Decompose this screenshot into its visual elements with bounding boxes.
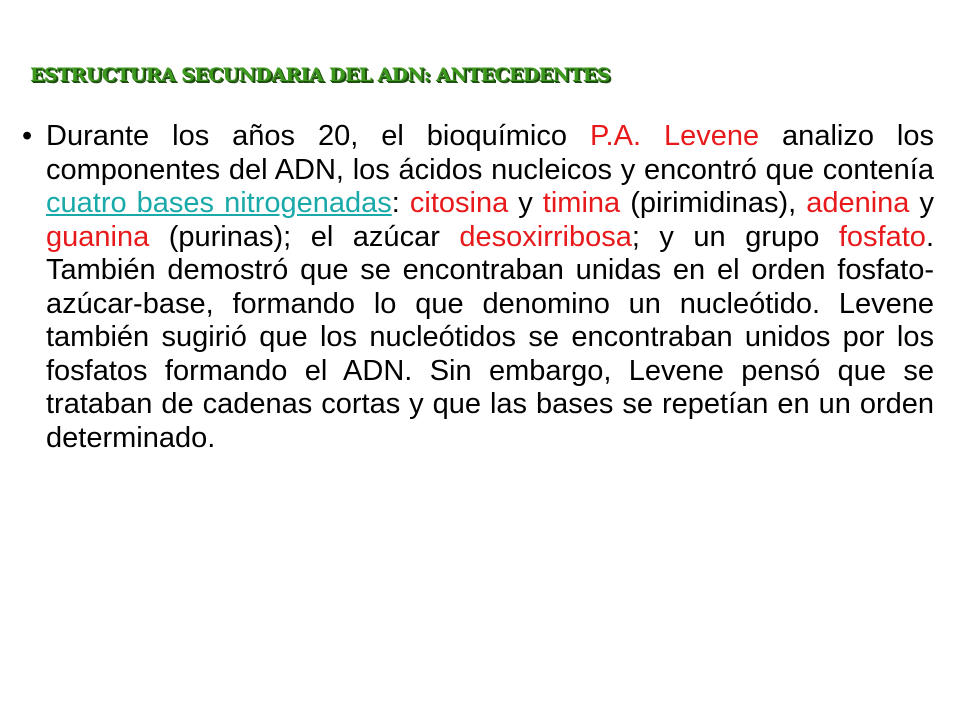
text-segment: y — [508, 187, 543, 219]
term-guanina: guanina — [46, 220, 150, 253]
bullet-item — [22, 120, 934, 455]
slide-content — [22, 120, 934, 455]
bullet-marker: • — [22, 120, 33, 152]
term-adenina: adenina — [806, 187, 910, 219]
text-segment: analizo los componentes del ADN, los ácidos nucleicos y encontró que contenía — [46, 120, 934, 186]
text-segment: Durante los años 20, el bioquímico — [46, 120, 590, 152]
term-desoxirribosa: desoxirribosa — [459, 220, 632, 253]
term-timina: timina — [542, 187, 621, 219]
term-citosina: citosina — [409, 187, 509, 219]
text-segment: (pirimidinas), — [620, 187, 807, 219]
text-segment: : — [391, 187, 410, 219]
text-segment: (purinas); el azúcar — [149, 220, 460, 253]
scientist-name: P.A. Levene — [589, 120, 760, 152]
link-nitrogenous-bases[interactable]: cuatro bases nitrogenadas — [46, 187, 392, 219]
slide-title: ESTRUCTURA SECUNDARIA DEL ADN: ANTECEDENTES — [30, 64, 610, 86]
text-segment: ; y un grupo — [631, 220, 839, 253]
text-segment: y — [909, 187, 934, 219]
bullet-paragraph — [46, 120, 934, 455]
text-segment: . También demostró que se encontraban unidas en el orden fosfato-azúcar-base, formando lo que denomino un nucleótido. Levene también sugirió que los nucleótidos se encontraban unidos por los fosfatos formando el ADN. Sin embargo, Levene pensó que se trataban de cadenas cortas y que las bases se repetían en un orden determinado. — [46, 220, 934, 454]
term-fosfato: fosfato — [838, 220, 926, 253]
